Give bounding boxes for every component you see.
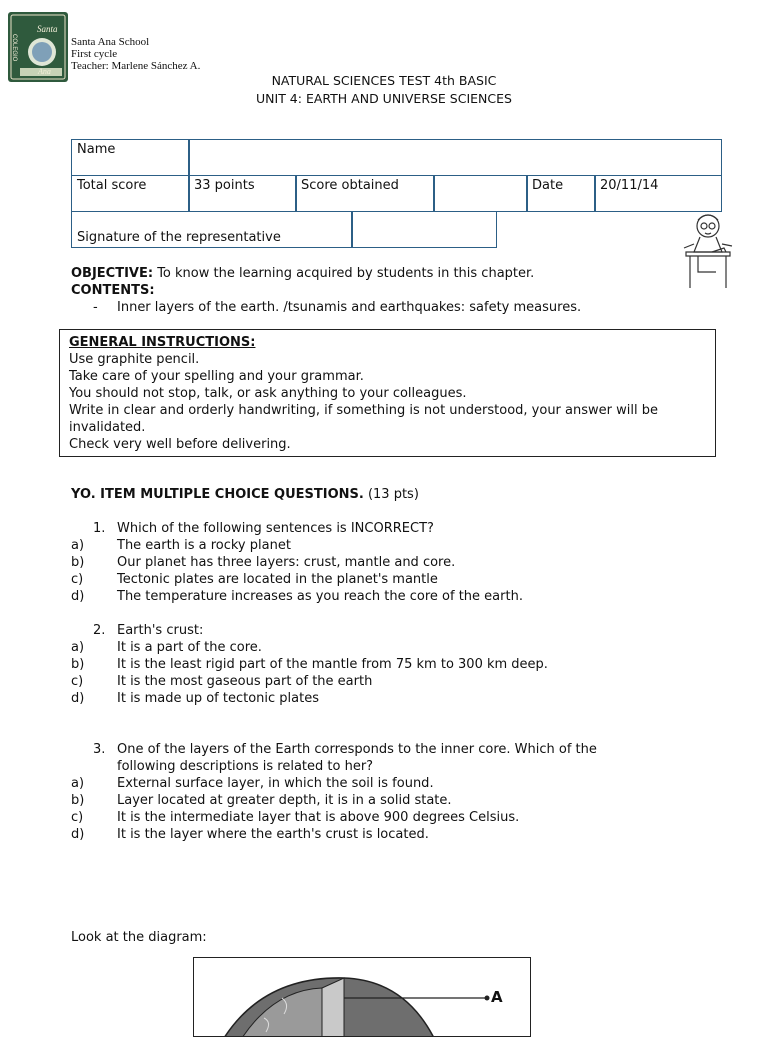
student-drawing bbox=[672, 208, 744, 292]
objective-section bbox=[71, 265, 581, 316]
question-number: 1. bbox=[93, 521, 106, 536]
date-label-cell bbox=[526, 175, 596, 212]
diagram-intro: Look at the diagram: bbox=[71, 930, 207, 945]
signature-label-cell bbox=[71, 211, 353, 248]
option-letter: b) bbox=[71, 555, 85, 570]
question-text-continued: following descriptions is related to her? bbox=[117, 759, 374, 774]
section-title: YO. ITEM MULTIPLE CHOICE QUESTIONS. bbox=[71, 487, 364, 502]
instruction-line: Take care of your spelling and your grammar. bbox=[69, 369, 364, 384]
question-text: One of the layers of the Earth corresponds to the inner core. Which of the bbox=[117, 742, 597, 757]
instructions-heading: GENERAL INSTRUCTIONS: bbox=[69, 335, 256, 350]
option-a[interactable] bbox=[71, 775, 597, 792]
option-letter: b) bbox=[71, 657, 85, 672]
option-letter: a) bbox=[71, 776, 85, 791]
teacher-name: Teacher: Marlene Sánchez A. bbox=[71, 60, 201, 72]
option-d[interactable] bbox=[71, 588, 523, 605]
diagram-label-a: A bbox=[491, 988, 503, 1006]
option-letter: d) bbox=[71, 691, 85, 706]
option-d[interactable] bbox=[71, 690, 548, 707]
option-letter: b) bbox=[71, 793, 85, 808]
general-instructions-box bbox=[59, 329, 716, 457]
option-text: Layer located at greater depth, it is in a solid state. bbox=[117, 793, 452, 808]
option-text: External surface layer, in which the soil is found. bbox=[117, 776, 434, 791]
earth-cross-section-icon bbox=[194, 958, 531, 1037]
student-studying-icon bbox=[672, 208, 744, 292]
question-2 bbox=[71, 622, 548, 707]
option-c[interactable] bbox=[71, 673, 548, 690]
instruction-line: Use graphite pencil. bbox=[69, 352, 200, 367]
option-letter: c) bbox=[71, 572, 84, 587]
option-b[interactable] bbox=[71, 656, 548, 673]
option-letter: c) bbox=[71, 810, 84, 825]
total-score-value: 33 points bbox=[194, 178, 255, 193]
question-1 bbox=[71, 520, 523, 605]
title-line-2: UNIT 4: EARTH AND UNIVERSE SCIENCES bbox=[256, 91, 512, 106]
instruction-line: Check very well before delivering. bbox=[69, 437, 291, 452]
name-label-cell bbox=[71, 139, 190, 176]
page-title bbox=[0, 72, 768, 108]
total-score-value-cell bbox=[188, 175, 297, 212]
option-text: It is a part of the core. bbox=[117, 640, 262, 655]
total-score-label-cell bbox=[71, 175, 190, 212]
option-text: It is the intermediate layer that is above 900 degrees Celsius. bbox=[117, 810, 520, 825]
school-cycle: First cycle bbox=[71, 48, 118, 60]
option-c[interactable] bbox=[71, 571, 523, 588]
option-letter: c) bbox=[71, 674, 84, 689]
earth-layers-diagram bbox=[193, 957, 531, 1037]
score-obtained-label: Score obtained bbox=[301, 178, 399, 193]
option-a[interactable] bbox=[71, 537, 523, 554]
section-heading bbox=[71, 486, 419, 503]
question-text: Which of the following sentences is INCORRECT? bbox=[117, 521, 434, 536]
contents-label: CONTENTS: bbox=[71, 283, 155, 298]
option-c[interactable] bbox=[71, 809, 597, 826]
score-obtained-label-cell bbox=[295, 175, 435, 212]
option-text: Our planet has three layers: crust, mantle and core. bbox=[117, 555, 456, 570]
option-text: Tectonic plates are located in the planet's mantle bbox=[117, 572, 438, 587]
school-name: Santa Ana School bbox=[71, 36, 150, 48]
contents-dash: - bbox=[93, 300, 98, 315]
title-line-1: NATURAL SCIENCES TEST 4th BASIC bbox=[271, 73, 497, 88]
total-score-label: Total score bbox=[77, 178, 147, 193]
name-label: Name bbox=[77, 142, 116, 157]
svg-text:COLEGIO: COLEGIO bbox=[11, 34, 17, 62]
option-letter: a) bbox=[71, 538, 85, 553]
option-d[interactable] bbox=[71, 826, 597, 843]
instruction-line: You should not stop, talk, or ask anything to your colleagues. bbox=[69, 386, 467, 401]
option-text: It is the layer where the earth's crust is located. bbox=[117, 827, 429, 842]
question-text: Earth's crust: bbox=[117, 623, 204, 638]
school-info bbox=[71, 36, 200, 72]
option-a[interactable] bbox=[71, 639, 548, 656]
option-letter: d) bbox=[71, 827, 85, 842]
option-b[interactable] bbox=[71, 792, 597, 809]
option-text: It is the least rigid part of the mantle from 75 km to 300 km deep. bbox=[117, 657, 548, 672]
date-value-cell bbox=[594, 175, 722, 212]
option-letter: a) bbox=[71, 640, 85, 655]
option-b[interactable] bbox=[71, 554, 523, 571]
score-obtained-field[interactable] bbox=[433, 175, 528, 212]
option-text: It is the most gaseous part of the earth bbox=[117, 674, 373, 689]
date-label: Date bbox=[532, 178, 564, 193]
signature-label: Signature of the representative bbox=[77, 230, 281, 245]
svg-text:Santa: Santa bbox=[37, 24, 58, 34]
objective-label: OBJECTIVE: bbox=[71, 266, 154, 281]
name-field[interactable] bbox=[188, 139, 722, 176]
question-number: 2. bbox=[93, 623, 106, 638]
objective-text: To know the learning acquired by students in this chapter. bbox=[153, 266, 535, 281]
option-letter: d) bbox=[71, 589, 85, 604]
instruction-line: Write in clear and orderly handwriting, if something is not understood, your answer will be invalidated. bbox=[69, 403, 658, 435]
question-number: 3. bbox=[93, 742, 106, 757]
date-value: 20/11/14 bbox=[600, 178, 659, 193]
contents-item: Inner layers of the earth. /tsunamis and earthquakes: safety measures. bbox=[117, 300, 582, 315]
option-text: It is made up of tectonic plates bbox=[117, 691, 320, 706]
section-points: (13 pts) bbox=[363, 487, 419, 502]
svg-text:Ana: Ana bbox=[38, 67, 51, 76]
question-3 bbox=[71, 741, 597, 843]
option-text: The earth is a rocky planet bbox=[117, 538, 291, 553]
signature-field[interactable] bbox=[351, 211, 497, 248]
option-text: The temperature increases as you reach the core of the earth. bbox=[117, 589, 523, 604]
